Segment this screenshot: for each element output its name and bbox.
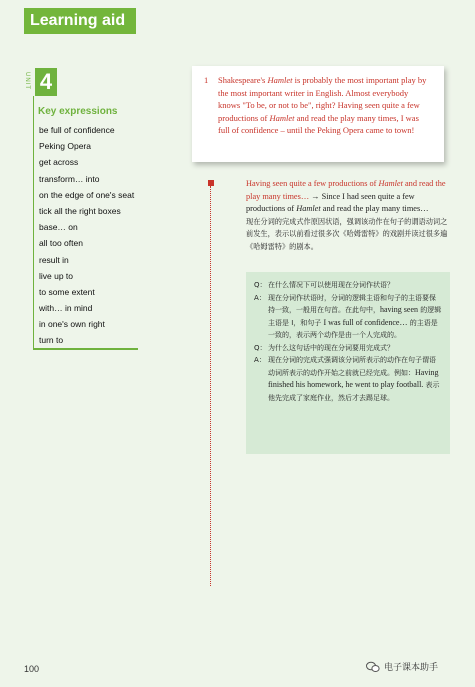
list-item: with… in mind [39,303,93,314]
answer-label: A： [254,356,266,364]
question-text: 为什么这句话中的现在分词要用完成式？ [268,343,394,352]
answer-english: Having finished his homework, he went to play football. [268,367,439,389]
answer-english: I was full of confidence… [323,317,408,327]
dotted-divider [210,186,211,586]
qa-panel [246,272,450,454]
list-item: to some extent [39,286,95,297]
key-expressions-list [39,122,134,349]
chinese-explanation: 现在分词的完成式作原因状语，强调该动作在句子的谓语动词之前发生，表示以前看过很多次《哈姆雷特》的戏剧并读过很多遍《哈姆雷特》的剧本。 [246,216,448,251]
list-item: on the edge of one's seat [39,189,135,200]
answer-label: A： [254,293,266,302]
answer-part: 表示他先完成了家庭作业，然后才去踢足球。 [268,381,440,402]
answer-part: 现在分词作状语时，分词的逻辑主语和句子的主语要保持一致，一般用在句首。在此句中， [268,293,436,314]
highlighted-sentence: and read the play many times… [246,179,446,201]
highlighted-sentence: Having seen quite a few productions of [246,179,379,188]
key-expressions-title: Key expressions [38,106,118,117]
list-item: be full of confidence [39,125,115,135]
red-square-marker [208,180,214,186]
paraphrase-text: and read the play many times… [320,204,429,214]
list-item: in one's own right [39,319,105,330]
question-label: Q： [254,343,267,352]
answer-part: 现在分词的完成式强调该分词所表示的动作在句子谓语动词所表示的动作开始之前就已经完成。例如： [268,356,436,377]
quoted-text-card [192,66,444,162]
paraphrase-text: Since I had seen quite a few productions of [246,191,415,214]
list-item: turn to [39,335,64,346]
answer-text [268,292,442,342]
list-item: get across [39,157,79,168]
learning-aid-header: Learning aid [24,8,136,34]
highlighted-italic: Hamlet [378,179,403,188]
list-item: Peking Opera [39,141,91,152]
answer-text [268,354,442,404]
question-text: 在什么情况下可以使用现在分词作状语？ [268,281,394,289]
answer-english: having seen [380,305,418,314]
list-item: base… on [39,222,78,233]
paraphrase-italic: Hamlet [296,204,321,214]
note-number: 1 [204,75,209,85]
list-item: live up to [39,270,74,281]
page-number: 100 [24,664,40,674]
note-text: Shakespeare's [218,75,268,85]
note-italic-title: Hamlet [267,75,293,85]
note-italic-title: Hamlet [269,112,295,123]
note-text: and read the play many times, I was full of confidence – until the Peking Opera came to town! [218,112,419,135]
answer-part: 的逻辑主语是 I，和句子 [268,306,442,327]
arrow-icon: → [311,191,320,201]
wechat-icon [366,661,380,673]
key-expressions-panel [33,96,138,350]
answer-part: 的主语是一致的，表示两个动作是由一个人完成的。 [268,318,438,339]
list-item: result in [39,254,69,265]
list-item: all too often [39,238,83,249]
watermark-text: 电子课本助手 [384,662,439,672]
unit-label: UNIT [24,72,30,90]
explanation-block [246,178,451,254]
list-item: transform… into [39,173,100,184]
list-item: tick all the right boxes [39,205,121,216]
note-text: is probably the most important play by the most important writer in English. Almost everybody knows "To be, or not to be", right? Having seen quite a few productions of [218,75,427,123]
unit-number-badge: 4 [35,68,57,96]
question-label: Q： [254,281,267,289]
watermark [366,660,438,673]
